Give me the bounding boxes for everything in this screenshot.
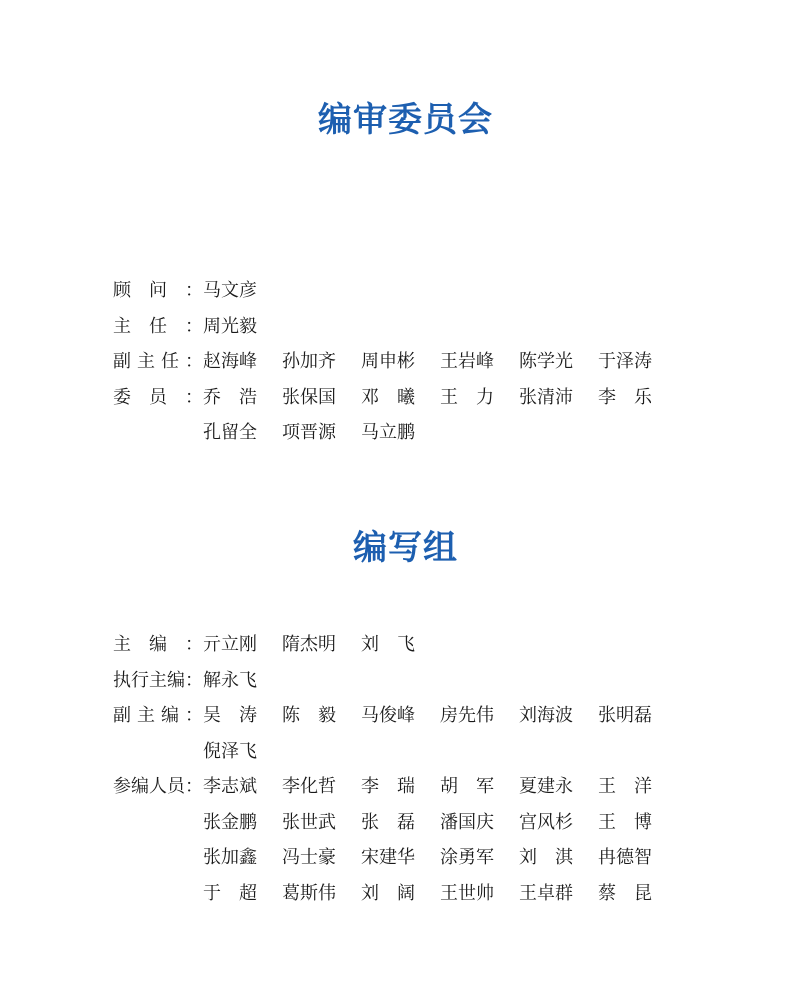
member-names — [203, 313, 282, 349]
member-row — [113, 738, 713, 774]
role-char: ： — [185, 669, 203, 691]
member-name: 张清沛 — [519, 386, 573, 408]
member-name: 吴 涛 — [203, 705, 257, 726]
role-char: 任 — [161, 351, 179, 372]
member-name: 胡 军 — [440, 776, 494, 797]
role-label — [113, 277, 203, 313]
member-name: 乔 浩 — [203, 386, 257, 408]
role-char: 委 — [113, 386, 131, 408]
member-name: 马文彦 — [203, 280, 257, 301]
member-name: 房先伟 — [440, 705, 494, 726]
member-name: 周光毅 — [203, 315, 257, 337]
role-char: 主 — [149, 669, 167, 691]
member-row — [113, 809, 713, 845]
member-names — [203, 384, 658, 420]
role-label — [113, 631, 203, 667]
member-row — [113, 277, 713, 313]
member-names — [203, 844, 658, 880]
member-name: 刘 阔 — [361, 882, 415, 904]
member-names — [203, 702, 658, 738]
member-row — [113, 844, 713, 880]
member-name: 亓立刚 — [203, 634, 257, 655]
role-char: 顾 — [113, 280, 131, 301]
committee-list — [113, 277, 713, 455]
member-name: 项晋源 — [282, 422, 336, 443]
member-name: 张明磊 — [598, 705, 652, 726]
member-row — [113, 419, 713, 455]
role-char: 行 — [131, 669, 149, 691]
member-name: 张金鹏 — [203, 811, 257, 833]
member-name: 冯士豪 — [282, 847, 336, 868]
member-name: 葛斯伟 — [282, 882, 336, 904]
writing-group-title: 编写组 — [353, 528, 458, 568]
role-char: 主 — [137, 351, 155, 372]
member-name: 涂勇军 — [440, 847, 494, 868]
member-name: 张保国 — [282, 386, 336, 408]
member-names — [203, 773, 658, 809]
role-char: 编 — [149, 634, 167, 655]
member-name: 潘国庆 — [440, 811, 494, 833]
member-names — [203, 809, 658, 845]
role-label — [113, 667, 203, 703]
member-name: 宫风杉 — [519, 811, 573, 833]
role-char: ： — [185, 280, 203, 301]
role-char: 员 — [167, 776, 185, 797]
member-name: 于泽涛 — [598, 351, 652, 372]
role-label — [113, 313, 203, 349]
member-name: 宋建华 — [361, 847, 415, 868]
role-char: 主 — [113, 634, 131, 655]
member-name: 倪泽飞 — [203, 740, 257, 762]
member-name: 解永飞 — [203, 669, 257, 691]
member-names — [203, 738, 282, 774]
role-char: ： — [185, 386, 203, 408]
role-label — [113, 384, 203, 420]
member-row — [113, 631, 713, 667]
member-names — [203, 348, 658, 384]
role-label — [113, 348, 203, 384]
role-char: 执 — [113, 669, 131, 691]
member-name: 赵海峰 — [203, 351, 257, 372]
member-name: 李 瑞 — [361, 776, 415, 797]
role-char: ： — [185, 705, 203, 726]
member-names — [203, 880, 658, 916]
role-char: ： — [185, 776, 203, 797]
role-char: ： — [185, 315, 203, 337]
member-names — [203, 277, 282, 313]
role-char: 参 — [113, 776, 131, 797]
member-name: 于 超 — [203, 882, 257, 904]
member-name: 马俊峰 — [361, 705, 415, 726]
member-name: 王 洋 — [598, 776, 652, 797]
member-row — [113, 667, 713, 703]
member-row — [113, 880, 713, 916]
role-char: ： — [185, 351, 203, 372]
member-name: 隋杰明 — [282, 634, 336, 655]
role-char: 主 — [137, 705, 155, 726]
member-name: 邓 曦 — [361, 386, 415, 408]
committee-title: 编审委员会 — [318, 100, 493, 140]
role-label — [113, 773, 203, 809]
member-name: 刘 淇 — [519, 847, 573, 868]
member-name: 王 力 — [440, 386, 494, 408]
member-name: 王世帅 — [440, 882, 494, 904]
role-char: 编 — [161, 705, 179, 726]
member-name: 冉德智 — [598, 847, 652, 868]
member-name: 王卓群 — [519, 882, 573, 904]
role-char: 编 — [167, 669, 185, 691]
role-char: 任 — [149, 315, 167, 337]
role-char: 副 — [113, 705, 131, 726]
member-names — [203, 667, 282, 703]
member-name: 陈 毅 — [282, 705, 336, 726]
member-name: 王岩峰 — [440, 351, 494, 372]
role-label — [113, 702, 203, 738]
member-names — [203, 419, 440, 455]
member-name: 孔留全 — [203, 422, 257, 443]
writing-group-list — [113, 631, 713, 915]
member-name: 刘 飞 — [361, 634, 415, 655]
member-name: 王 博 — [598, 811, 652, 833]
role-char: 人 — [149, 776, 167, 797]
role-char: 编 — [131, 776, 149, 797]
member-row — [113, 702, 713, 738]
member-names — [203, 631, 440, 667]
member-name: 张加鑫 — [203, 847, 257, 868]
member-name: 李 乐 — [598, 386, 652, 408]
role-char: 主 — [113, 315, 131, 337]
member-name: 马立鹏 — [361, 422, 415, 443]
member-name: 蔡 昆 — [598, 882, 652, 904]
member-name: 李志斌 — [203, 776, 257, 797]
member-name: 李化哲 — [282, 776, 336, 797]
role-char: 问 — [149, 280, 167, 301]
member-row — [113, 773, 713, 809]
role-char: ： — [185, 634, 203, 655]
member-row — [113, 384, 713, 420]
member-row — [113, 313, 713, 349]
role-char: 员 — [149, 386, 167, 408]
member-name: 张 磊 — [361, 811, 415, 833]
member-name: 张世武 — [282, 811, 336, 833]
member-row — [113, 348, 713, 384]
member-name: 周申彬 — [361, 351, 415, 372]
member-name: 刘海波 — [519, 705, 573, 726]
member-name: 陈学光 — [519, 351, 573, 372]
member-name: 孙加齐 — [282, 351, 336, 372]
role-char: 副 — [113, 351, 131, 372]
member-name: 夏建永 — [519, 776, 573, 797]
